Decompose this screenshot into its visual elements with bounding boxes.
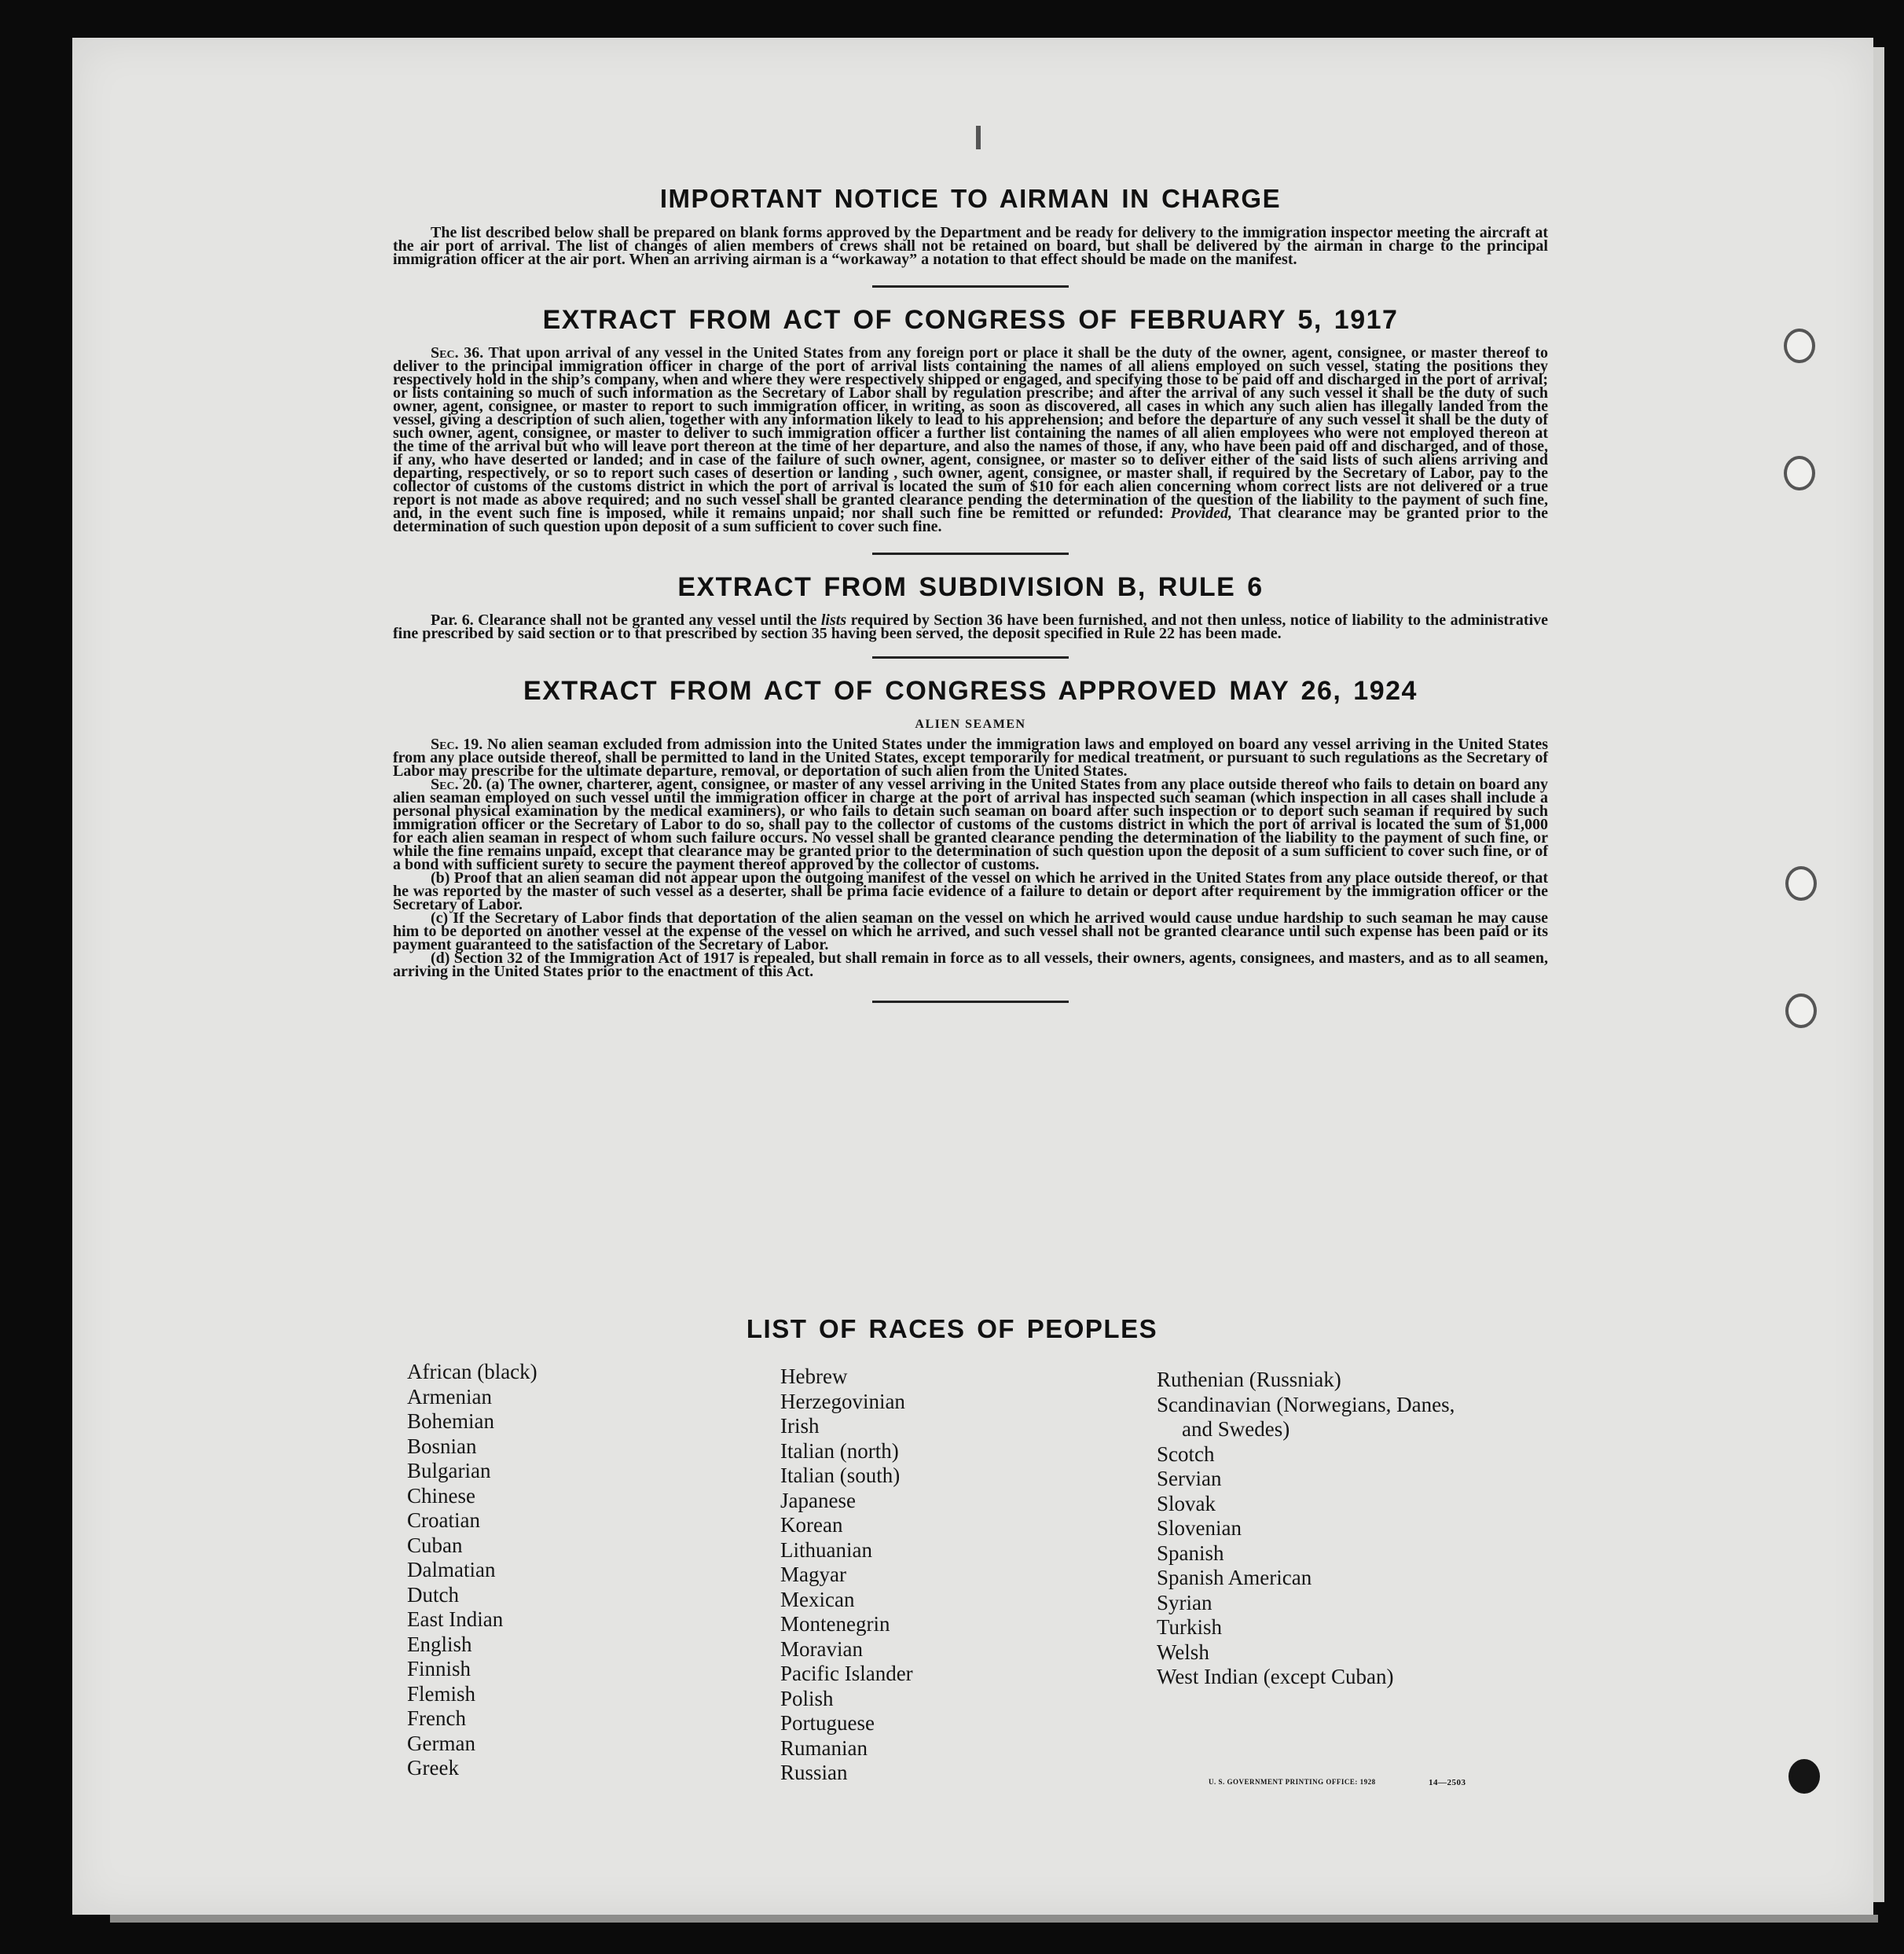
race-item: Polish [780, 1686, 834, 1710]
race-item: Russian [780, 1761, 848, 1784]
race-item: Armenian [407, 1384, 492, 1409]
race-item: Magyar [780, 1563, 846, 1586]
sec19-text: No alien seaman excluded from admission into the United States under the immigration laws and employed on board any vessel arriving in the United States from any place outside thereof, shall be permitted to land in the United States, except temporarily for medical treatment, or pursuant to such regulations as the Secretary of Labor may prescribe for the ultimate departure, removal, or deportation of such alien from the United States. [393, 736, 1548, 780]
act-1917-heading: EXTRACT FROM ACT OF CONGRESS OF FEBRUARY 5, 1917 [542, 305, 1399, 335]
race-item: Spanish [1157, 1541, 1224, 1565]
section-divider [872, 1001, 1069, 1003]
rule-6-text-a: Par. 6. Clearance shall not be granted any vessel until the [431, 612, 817, 629]
document-body [393, 181, 1548, 1003]
act-1917-sec36 [393, 344, 1549, 535]
race-item: French [407, 1706, 466, 1730]
race-item: Servian [1157, 1467, 1222, 1490]
punch-hole-2 [1784, 456, 1815, 490]
sec19-label: Sec. 19. [431, 736, 483, 753]
printing-office-imprint: U. S. GOVERNMENT PRINTING OFFICE: 1928 [1209, 1778, 1376, 1786]
notice-heading: IMPORTANT NOTICE TO AIRMAN IN CHARGE [659, 184, 1282, 213]
race-item: Slovak [1157, 1491, 1216, 1515]
race-item: Slovenian [1157, 1516, 1242, 1540]
race-item: Herzegovinian [780, 1389, 905, 1413]
sec20d-paragraph: (d) Section 32 of the Immigration Act of 1917 is repealed, but shall remain in force as to all vessels, their owners, agents, consignees, and masters, and as to all seamen, arriving in the United States prior to the enactment of this Act. [393, 949, 1548, 980]
form-number: 14—2503 [1429, 1778, 1466, 1787]
notice-body: The list described below shall be prepared on blank forms approved by the Department and be ready for delivery to the immigration inspector meeting the aircraft at the air port of arrival. The list of changes of alien members of crews shall not be retained on board, but shall be delivered by the airman in charge to the principal immigration officer at the air port. When an arriving airman is a “workaway” a notation to that effect should be made on the manifest. [393, 224, 1548, 268]
race-item: Scotch [1157, 1442, 1215, 1466]
races-column-1 [407, 1360, 537, 1781]
sec20a-paragraph [393, 778, 1548, 872]
race-item: Croatian [407, 1508, 480, 1532]
race-item: Dalmatian [407, 1558, 496, 1581]
race-item: Welsh [1157, 1640, 1209, 1664]
alien-seamen-subheading: ALIEN SEAMEN [915, 718, 1026, 731]
punch-hole-3 [1785, 866, 1817, 901]
race-item: Bohemian [407, 1409, 494, 1433]
scan-mark [976, 126, 981, 149]
race-item: German [407, 1731, 475, 1755]
race-item: Spanish American [1157, 1566, 1312, 1589]
race-item: Hebrew [780, 1364, 848, 1388]
races-heading: LIST OF RACES OF PEOPLES [746, 1314, 1158, 1343]
race-item: Dutch [407, 1582, 459, 1607]
sec20a-text: (a) The owner, charterer, agent, consignee, or master of any vessel arriving in the United States from any place outside thereof who fails to detain on board any alien seaman employed on such vessel until the immigration officer in charge at the port of arrival has inspected such seaman (which inspection in all cases shall include a personal physical examination by the medical examiners), or who fails to detain such seaman on board after such inspection or to deport such seaman if required by such immigration officer or the Secretary of Labor to do so, shall pay to the collector of customs of the customs district in which the port of arrival is located the sum of $1,000 for each alien seaman in respect of whom such failure occurs. No vessel shall be granted clearance pending the determination of the liability to the payment of such fine, or while the fine remains unpaid, except that clearance may be granted prior to the determination of such question upon the deposit of a sum sufficient to cover such fine, or of a bond with sufficient surety to secure the payment thereof approved by the collector of customs. [393, 776, 1548, 873]
sec36-label: Sec. 36. [431, 344, 484, 362]
race-item: Flemish [407, 1681, 476, 1706]
race-item: Pacific Islander [780, 1662, 913, 1685]
lists-word: lists [820, 612, 847, 629]
sec20c-paragraph: (c) If the Secretary of Labor finds that deportation of the alien seaman on the vessel on which he arrived would cause undue hardship to such seaman he may cause him to be deported on another vessel at the expense of the vessel on which he arrived, and such vessel shall not be granted clearance until such expense has been paid or its payment guaranteed to the satisfaction of the Secretary of Labor. [393, 909, 1548, 953]
race-item: Rumanian [780, 1735, 868, 1760]
race-item: Ruthenian (Russniak) [1157, 1368, 1341, 1391]
race-item: Bosnian [407, 1434, 477, 1458]
punch-hole-5 [1788, 1759, 1820, 1794]
race-item: Italian (north) [780, 1438, 899, 1463]
rule-6-text-b: required by Section 36 have been furnished, and not then unless, notice of liability to the administrative fine prescribed by said section or to that prescribed by section 35 having been served, the deposit specified in Rule 22 has been made. [393, 612, 1549, 642]
sec20-label: Sec. 20. [431, 776, 482, 793]
races-column-2 [780, 1364, 913, 1786]
sec20b-paragraph: (b) Proof that an alien seaman did not appear upon the outgoing manifest of the vessel on which he arrived in the United States from any place outside thereof, or that he was reported by the master of such vessel as a deserter, shall be prima facie evidence of a failure to detain or deport after requirement by the immigration officer or the Secretary of Labor. [393, 869, 1548, 913]
section-divider [872, 285, 1069, 288]
punch-hole-4 [1785, 994, 1817, 1028]
race-item: English [407, 1632, 472, 1656]
act-1924-heading: EXTRACT FROM ACT OF CONGRESS APPROVED MAY 26, 1924 [523, 676, 1418, 706]
page-edge-right [1873, 47, 1884, 1902]
race-item: Italian (south) [780, 1464, 901, 1487]
race-item: Cuban [407, 1533, 463, 1557]
race-item-continuation: and Swedes) [1182, 1417, 1290, 1441]
race-item: Scandinavian (Norwegians, Danes, [1157, 1392, 1455, 1416]
race-item: Mexican [780, 1587, 855, 1611]
race-item: African (black) [407, 1360, 537, 1383]
section-divider [872, 656, 1069, 659]
race-item: Korean [780, 1513, 843, 1537]
sec19-paragraph [393, 738, 1548, 778]
race-item: Japanese [780, 1488, 856, 1512]
race-item: Greek [407, 1756, 459, 1780]
provided-word: Provided, [1170, 505, 1232, 522]
race-item: Lithuanian [780, 1537, 872, 1562]
race-item: Finnish [407, 1657, 471, 1680]
sec36-proviso: That clearance may be granted prior to the determination of such question upon deposit of a sum sufficient to cover such fine. [393, 505, 1549, 535]
section-divider [872, 553, 1069, 555]
race-item: Bulgarian [407, 1459, 491, 1482]
race-item: Montenegrin [780, 1612, 890, 1636]
races-column-3 [1157, 1368, 1455, 1690]
race-item: Moravian [780, 1636, 863, 1661]
rule-6-heading: EXTRACT FROM SUBDIVISION B, RULE 6 [677, 572, 1264, 602]
race-item: Syrian [1157, 1590, 1212, 1614]
race-item: Irish [780, 1414, 820, 1438]
race-item: Turkish [1157, 1615, 1223, 1639]
race-item: West Indian (except Cuban) [1157, 1665, 1394, 1688]
page-edge-bottom [110, 1915, 1878, 1923]
sec36-text: That upon arrival of any vessel in the United States from any foreign port or place it shall be the duty of the owner, agent, consignee, or master thereof to deliver to the principal immigration officer in charge of the port of arrival lists containing the names of all aliens employed on such vessel, stating the positions they respectively hold in the ship’s company, when and where they were respectively shipped or engaged, and specifying those to be paid off and discharged in the port of arrival; or lists containing so much of such information as the Secretary of Labor shall by regulation prescribe; and after the arrival of any such vessel it shall be the duty of such owner, agent, consignee, or master to report to such immigration officer, in writing, as soon as discovered, all cases in which any such alien has illegally landed from the vessel, giving a description of such alien, together with any information likely to lead to his apprehension; and before the departure of any such vessel it shall be the duty of such owner, agent, consignee, or master to deliver to such immigration officer a further list containing the names of all alien employees who were not employed thereon at the time of the arrival but who will leave port thereon at the time of her departure, and also the names of those, if any, who have been paid off and discharged, and of those, if any, who have deserted or landed; and in case of the failure of such owner, agent, consignee, or master so to deliver either of the said lists of such aliens arriving and departing, respectively, or so to report such cases of desertion or landing , such owner, agent, consignee, or master shall, if required by the Secretary of Labor, pay to the collector of customs of the customs district in which the port of arrival is located the sum of $10 for each alien concerning whom correct lists are not delivered or a true report is not made as above required; and no such vessel shall be granted clearance pending the determination of the question of the liability to the payment of such fine, and, in the event such fine is imposed, while it remains unpaid; nor shall such fine be remitted or refunded: [393, 344, 1548, 522]
rule-6-body [393, 614, 1548, 641]
race-item: East Indian [407, 1607, 504, 1631]
race-item: Portuguese [780, 1711, 875, 1735]
race-item: Chinese [407, 1483, 475, 1508]
punch-hole-1 [1784, 329, 1815, 363]
